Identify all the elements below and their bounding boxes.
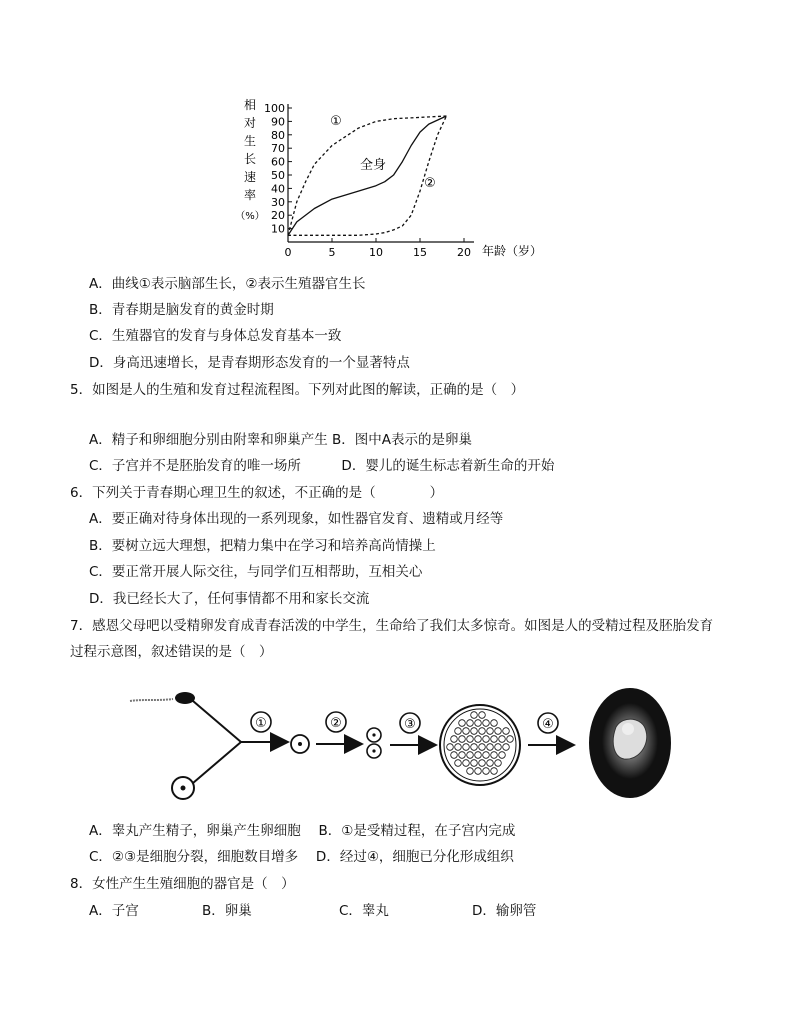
x-tick-label: 20 (457, 246, 471, 259)
fertilization-diagram (128, 665, 678, 830)
series-label-3: ② (424, 176, 436, 191)
q7-stem-line2: 过程示意图，叙述错误的是（ ） (70, 644, 273, 660)
embryo-cell (483, 752, 490, 759)
embryo-cell (483, 736, 490, 743)
q6-option-b: B．要树立远大理想，把精力集中在学习和培养高尚情操上 (89, 538, 436, 554)
y-label-char: 相 (243, 98, 257, 112)
y-tick-label: 40 (271, 182, 285, 196)
y-tick-label: 90 (271, 115, 285, 129)
embryo-cell (463, 728, 470, 735)
y-tick-label: 100 (264, 102, 285, 115)
embryo-cell (491, 736, 498, 743)
y-label-char: 对 (243, 116, 257, 130)
q4-option-a: A．曲线①表示脑部生长，②表示生殖器官生长 (89, 276, 366, 292)
embryo-cell (467, 720, 474, 727)
embryo-cell (471, 712, 478, 719)
y-axis-label (235, 97, 265, 222)
q4-option-b: B．青春期是脑发育的黄金时期 (89, 302, 274, 318)
y-label-char: 率 (243, 188, 257, 202)
x-axis-label: 年龄（岁） (482, 244, 543, 258)
embryo-cell (475, 720, 482, 727)
embryo-cell (479, 728, 486, 735)
series-line-2 (288, 116, 446, 235)
q5-stem: 5．如图是人的生殖和发育过程流程图。下列对此图的解读，正确的是（ ） (70, 382, 525, 398)
x-tick-label: 5 (328, 246, 336, 259)
embryo-cell (483, 720, 490, 727)
embryo-cell (499, 736, 506, 743)
embryo-cell (455, 760, 462, 767)
series-line-3 (288, 116, 446, 235)
y-label-char: 长 (243, 152, 257, 166)
embryo-cell (495, 760, 502, 767)
y-tick-label: 10 (271, 222, 285, 236)
embryo-cell (499, 752, 506, 759)
embryo-cell (479, 760, 486, 767)
embryo-cell (471, 728, 478, 735)
q4-option-c: C．生殖器官的发育与身体总发育基本一致 (89, 328, 342, 344)
q4-option-d: D．身高迅速增长，是青春期形态发育的一个显著特点 (89, 355, 410, 371)
chart-svg (232, 95, 552, 265)
sperm-icon (130, 692, 195, 704)
embryo-cell (491, 720, 498, 727)
zygote-icon (291, 735, 309, 753)
embryo-cell (487, 728, 494, 735)
embryo-cell (463, 760, 470, 767)
embryo-cell (507, 736, 514, 743)
y-tick-label: 60 (271, 155, 285, 169)
embryo-cell (495, 728, 502, 735)
growth-rate-chart (232, 95, 552, 265)
embryo-cell (459, 736, 466, 743)
embryo-cell (475, 736, 482, 743)
embryo-cell (479, 712, 486, 719)
x-tick-label: 10 (369, 246, 383, 259)
x-tick-label: 15 (413, 246, 427, 259)
fetus-icon (589, 688, 671, 798)
embryo-cell (455, 744, 462, 751)
q5-options-cd: C．子宫并不是胚胎发育的唯一场所 D．婴儿的诞生标志着新生命的开始 (89, 458, 555, 474)
embryo-cell (475, 768, 482, 775)
embryo-cell (479, 744, 486, 751)
q8-option-a: A．子宫 (89, 903, 139, 919)
embryo-cell (487, 744, 494, 751)
egg-cell-icon (172, 777, 194, 799)
y-tick-label: 70 (271, 142, 285, 156)
q7-stem-line1: 7．感恩父母吧以受精卵发育成青春活泼的中学生，生命给了我们太多惊奇。如图是人的受精过程及胚胎发育 (70, 618, 714, 634)
q8-stem: 8．女性产生生殖细胞的器官是（ ） (70, 876, 295, 892)
series-label-1: ① (330, 114, 342, 129)
y-tick-label: 80 (271, 128, 285, 142)
q8-option-d: D．输卵管 (472, 903, 537, 919)
y-label-char: 生 (243, 134, 257, 148)
step-2-label (326, 712, 346, 732)
q6-option-a: A．要正确对待身体出现的一系列现象，如性器官发育、遗精或月经等 (89, 511, 504, 527)
embryo-cell (451, 752, 458, 759)
q7-options-cd: C．②③是细胞分裂，细胞数目增多 D．经过④，细胞已分化形成组织 (89, 849, 514, 865)
embryo-cell (463, 744, 470, 751)
chart-series (288, 114, 446, 235)
cell-cluster-icon (440, 705, 520, 785)
sperm-path-line (193, 701, 241, 742)
series-label-2: 全身 (359, 158, 387, 173)
series-line-1 (288, 116, 446, 235)
embryo-cell (459, 752, 466, 759)
q6-option-c: C．要正常开展人际交往，与同学们互相帮助，互相关心 (89, 564, 423, 580)
q8-option-c: C．睾丸 (339, 903, 389, 919)
step-1-label (251, 712, 271, 732)
y-tick-label: 30 (271, 195, 285, 209)
egg-path-line (193, 742, 241, 783)
x-tick-labels (285, 238, 472, 259)
embryo-cell (459, 720, 466, 727)
y-label-unit: （%） (235, 211, 265, 222)
step-3-text: ③ (404, 717, 416, 732)
fertilization-svg (128, 665, 678, 830)
step-1-text: ① (255, 716, 267, 731)
step-4-text: ④ (542, 717, 554, 732)
embryo-cell (475, 752, 482, 759)
chart-axes (288, 104, 474, 242)
embryo-cell (451, 736, 458, 743)
q5-options-ab: A．精子和卵细胞分别由附睾和卵巢产生 B．图中A表示的是卵巢 (89, 432, 473, 448)
embryo-cell (491, 752, 498, 759)
step-4-label (538, 713, 558, 733)
embryo-cell (503, 728, 510, 735)
embryo-cell (467, 736, 474, 743)
q6-option-d: D．我已经长大了，任何事情都不用和家长交流 (89, 591, 370, 607)
y-tick-label: 50 (271, 169, 285, 182)
y-tick-label: 20 (271, 209, 285, 223)
two-cell-icon (367, 728, 381, 758)
embryo-cell (487, 760, 494, 767)
y-label-char: 速 (243, 170, 257, 184)
q6-stem: 6．下列关于青春期心理卫生的叙述，不正确的是（ ） (70, 485, 444, 501)
embryo-cell (495, 744, 502, 751)
embryo-cell (455, 728, 462, 735)
embryo-cell (503, 744, 510, 751)
step-3-label (400, 713, 420, 733)
embryo-cell (471, 744, 478, 751)
q7-options-ab: A．睾丸产生精子，卵巢产生卵细胞 B．①是受精过程，在子宫内完成 (89, 823, 516, 839)
x-tick-label: 0 (284, 246, 292, 259)
embryo-cell (483, 768, 490, 775)
embryo-cell (467, 768, 474, 775)
embryo-cell (467, 752, 474, 759)
q8-option-b: B．卵巢 (202, 903, 252, 919)
embryo-cell (447, 744, 454, 751)
step-2-text: ② (330, 716, 342, 731)
embryo-cell (471, 760, 478, 767)
embryo-cell (491, 768, 498, 775)
